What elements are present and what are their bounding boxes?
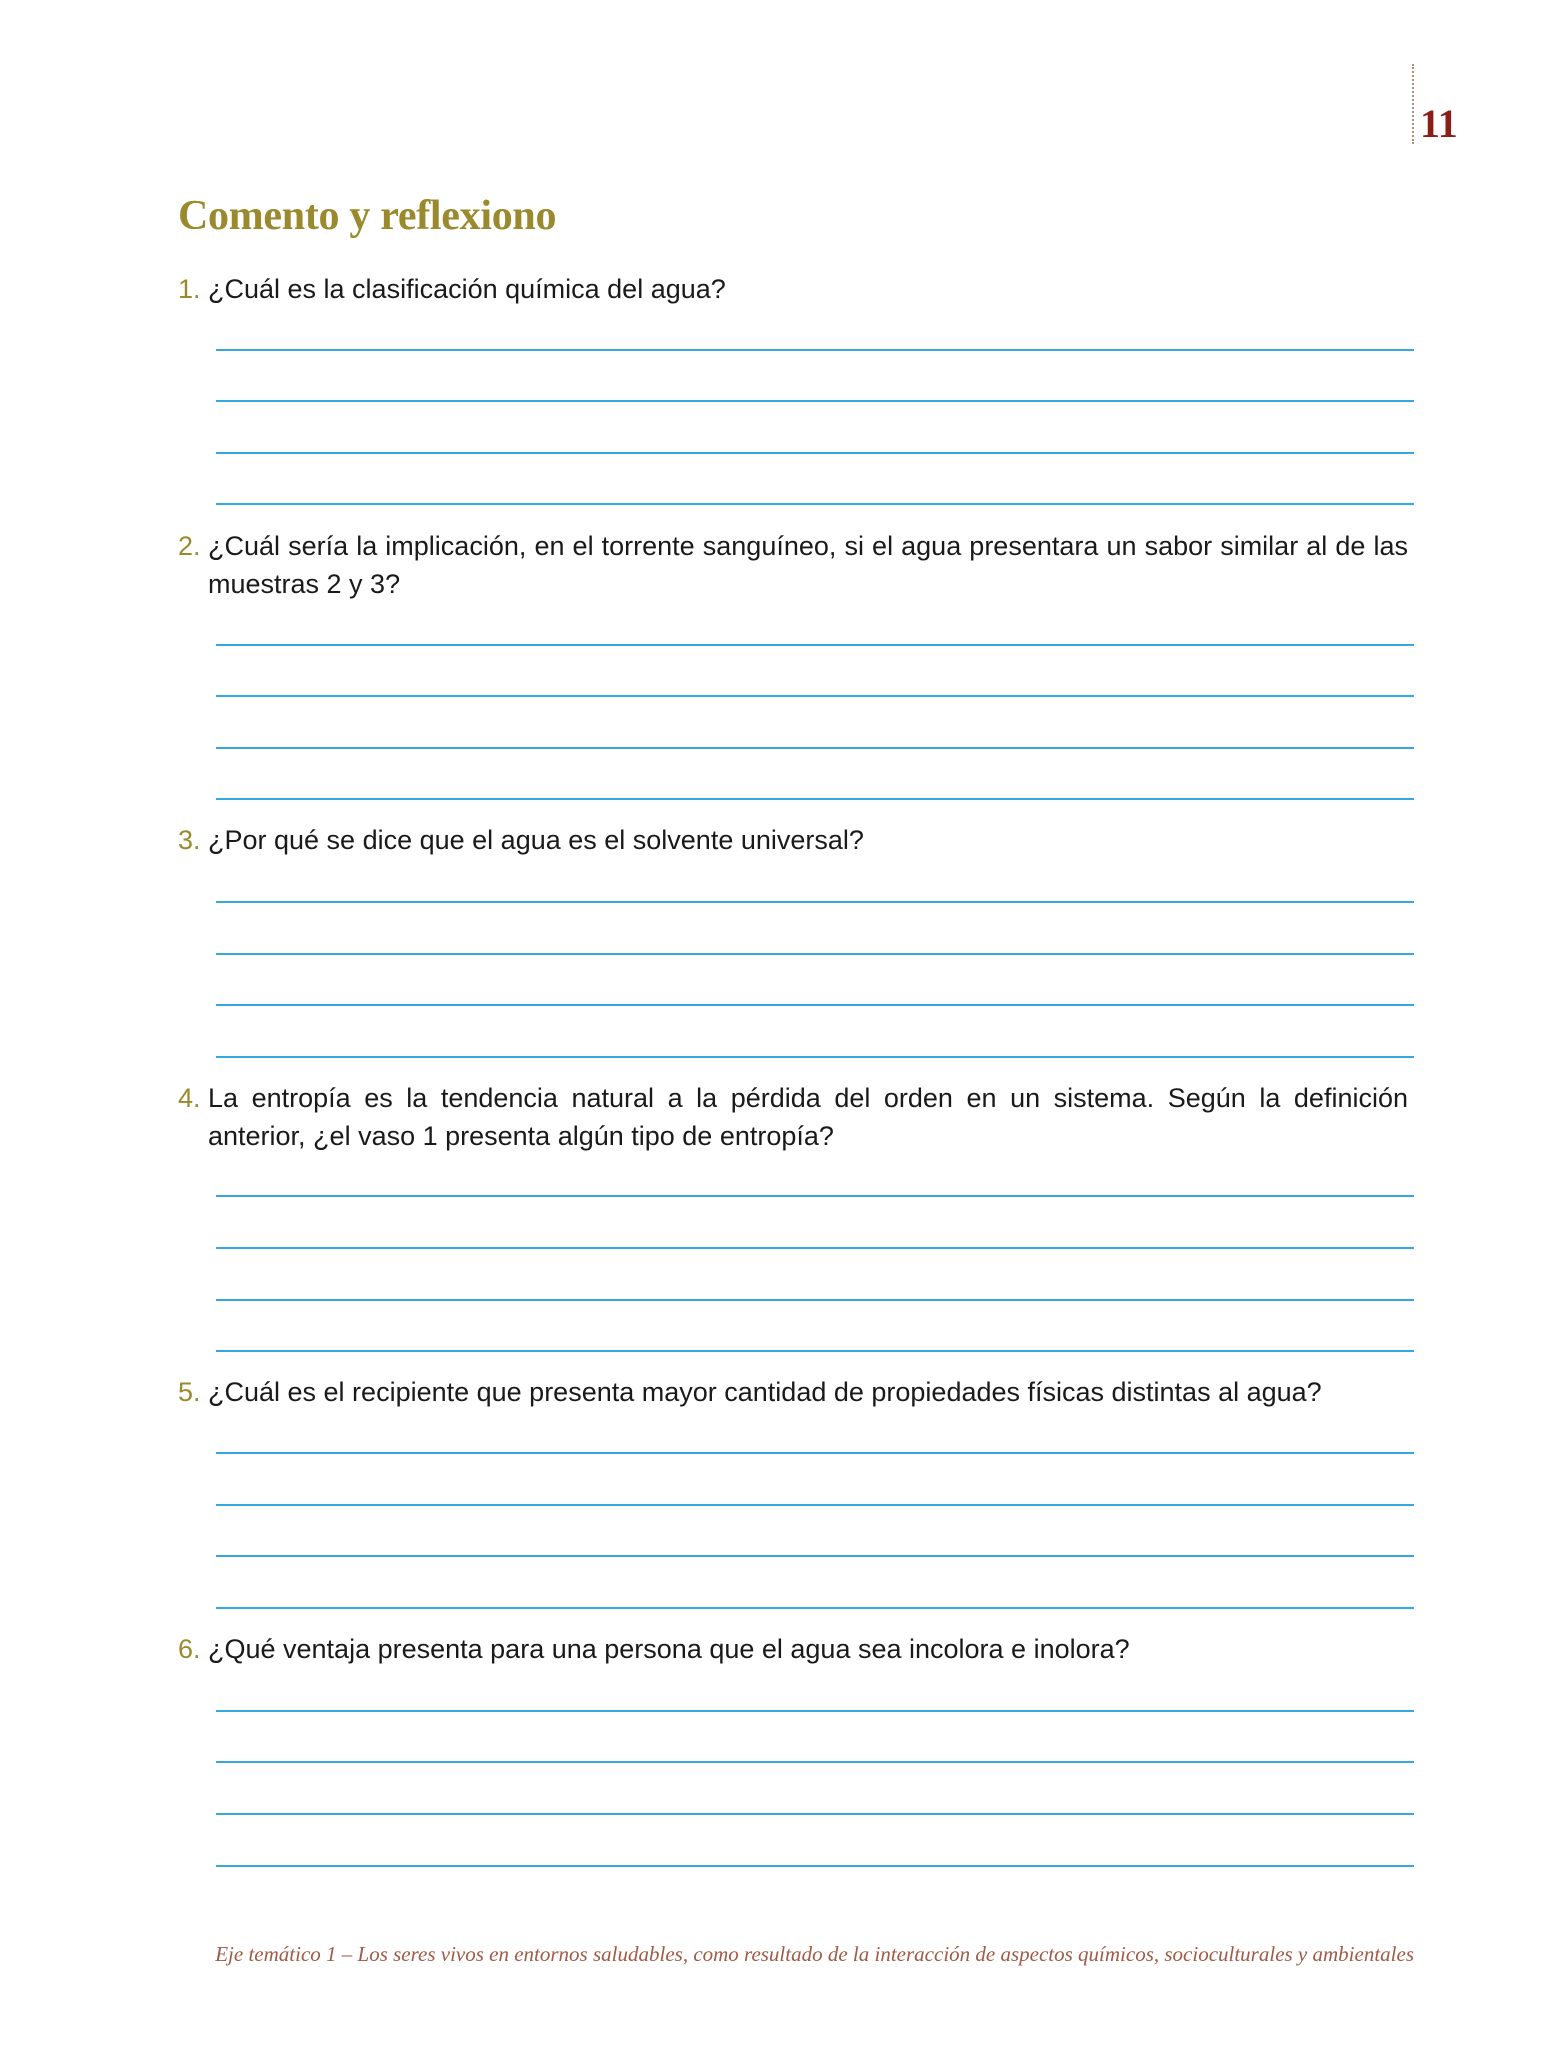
answer-line[interactable] [216, 1865, 1414, 1867]
answer-line[interactable] [216, 452, 1414, 454]
answer-line[interactable] [216, 1056, 1414, 1058]
question-number: 1. [178, 274, 201, 304]
answer-line[interactable] [216, 1813, 1414, 1815]
question-5 [178, 1373, 1408, 1411]
question-text: ¿Por qué se dice que el agua es el solvente universal? [208, 825, 864, 855]
question-text: ¿Cuál sería la implicación, en el torrente sanguíneo, si el agua presentara un sabor similar al de las muestras 2 y 3? [208, 531, 1408, 599]
question-text: ¿Cuál es la clasificación química del agua? [208, 274, 726, 304]
answer-line[interactable] [216, 1299, 1414, 1301]
answer-line[interactable] [216, 798, 1414, 800]
answer-line[interactable] [216, 1247, 1414, 1249]
answer-line[interactable] [216, 747, 1414, 749]
question-4 [178, 1079, 1408, 1155]
question-3 [178, 821, 1408, 859]
answer-line[interactable] [216, 953, 1414, 955]
answer-line[interactable] [216, 1607, 1414, 1609]
question-number: 6. [178, 1634, 201, 1664]
answer-line[interactable] [216, 1004, 1414, 1006]
answer-line[interactable] [216, 503, 1414, 505]
answer-line[interactable] [216, 1452, 1414, 1454]
question-text: ¿Qué ventaja presenta para una persona que el agua sea incolora e inolora? [208, 1634, 1130, 1664]
question-number: 5. [178, 1377, 201, 1407]
question-number: 3. [178, 825, 201, 855]
question-text: La entropía es la tendencia natural a la pérdida del orden en un sistema. Según la definición anterior, ¿el vaso 1 presenta algún tipo de entropía? [208, 1083, 1408, 1151]
page-number-divider [1412, 64, 1414, 144]
answer-line[interactable] [216, 1195, 1414, 1197]
answer-line[interactable] [216, 1350, 1414, 1352]
question-1 [178, 270, 1408, 308]
section-title: Comento y reflexiono [178, 193, 557, 239]
footer-caption: Eje temático 1 – Los seres vivos en entornos saludables, como resultado de la interacción de aspectos químicos, socioculturales y ambientales [215, 1942, 1414, 1966]
answer-line[interactable] [216, 1761, 1414, 1763]
question-number: 4. [178, 1083, 201, 1113]
answer-line[interactable] [216, 1555, 1414, 1557]
question-6 [178, 1630, 1408, 1668]
page-number: 11 [1420, 101, 1458, 146]
question-2 [178, 527, 1408, 603]
answer-line[interactable] [216, 644, 1414, 646]
answer-line[interactable] [216, 349, 1414, 351]
question-text: ¿Cuál es el recipiente que presenta mayor cantidad de propiedades físicas distintas al agua? [208, 1377, 1322, 1407]
answer-line[interactable] [216, 695, 1414, 697]
answer-line[interactable] [216, 1504, 1414, 1506]
answer-line[interactable] [216, 400, 1414, 402]
answer-line[interactable] [216, 901, 1414, 903]
question-number: 2. [178, 531, 201, 561]
answer-line[interactable] [216, 1710, 1414, 1712]
